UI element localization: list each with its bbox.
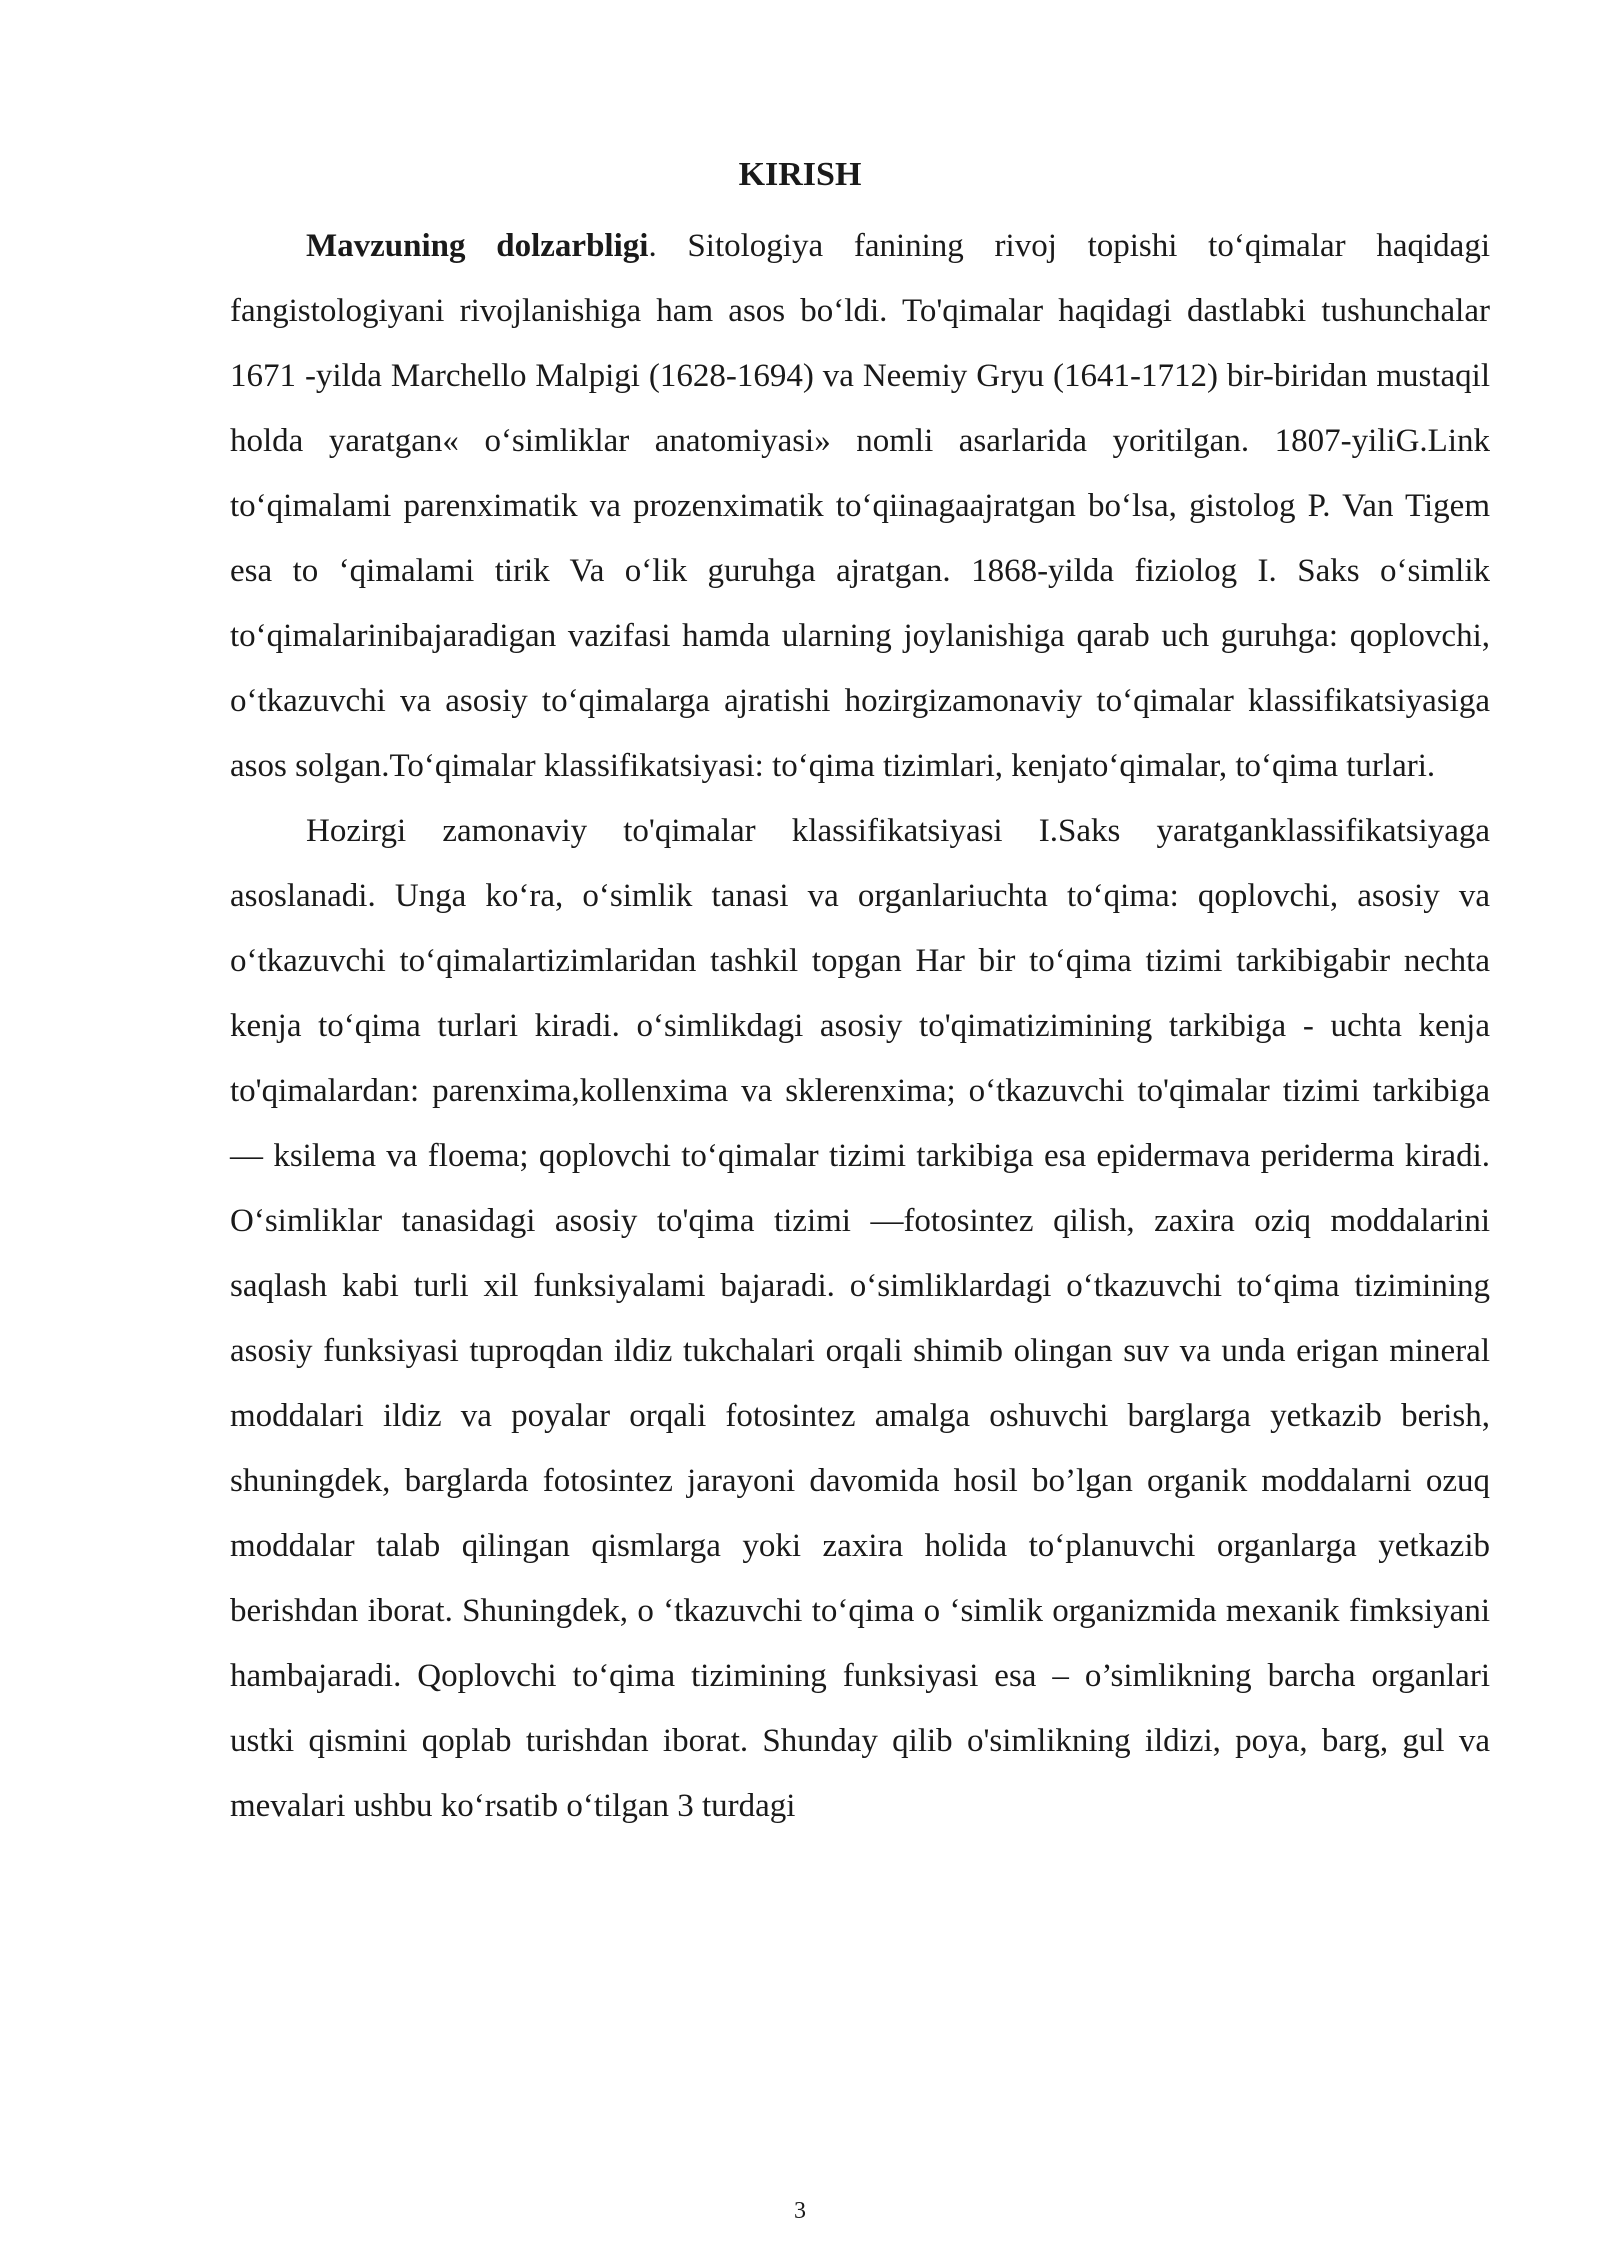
page-number: 3 xyxy=(794,2198,806,2224)
paragraph-1-lead: Mavzuning dolzarbligi xyxy=(306,228,649,264)
paragraph-2-text: Hozirgi zamonaviy to'qimalar klassifikatsiyasi I.Saks yaratganklassifikatsiyaga asoslanadi. Unga ko‘ra, o‘simlik tanasi va organlariuchta to‘qima: qoplovchi, asosiy va o‘tkazuvchi to‘qimalartizimlaridan tashkil topgan Har bir to‘qima tizimi tarkibigabir nechta kenja to‘qima turlari kiradi. o‘simlikdagi asosiy to'qimatizimining tarkibiga - uchta kenja to'qimalardan: parenxima,kollenxima va sklerenxima; o‘tkazuvchi to'qimalar tizimi tarkibiga — ksilema va floema; qoplovchi to‘qimalar tizimi tarkibiga esa epidermava periderma kiradi. O‘simliklar tanasidagi asosiy to'qima tizimi —fotosintez qilish, zaxira oziq moddalarini saqlash kabi turli xil funksiyalami bajaradi. o‘simliklardagi o‘tkazuvchi to‘qima tizimining asosiy funksiyasi tuproqdan ildiz tukchalari orqali shimib olingan suv va unda erigan mineral moddalari ildiz va poyalar orqali fotosintez amalga oshuvchi barglarga yetkazib berish, shuningdek, barglarda fotosintez jarayoni davomida hosil bo’lgan organik moddalarni ozuq moddalar talab qilingan qismlarga yoki zaxira holida to‘planuvchi organlarga yetkazib berishdan iborat. Shuningdek, o ‘tkazuvchi to‘qima o ‘simlik organizmida mexanik fimksiyani hambajaradi. Qoplovchi to‘qima tizimining funksiyasi esa – o’simlikning barcha organlari ustki qismini qoplab turishdan iborat. Shunday qilib o'simlikning ildizi, poya, barg, gul va mevalari ushbu ko‘rsatib o‘tilgan 3 turdagi xyxy=(230,813,1490,1824)
paragraph-2 xyxy=(230,799,1490,1839)
page-title: KIRISH xyxy=(738,156,862,193)
document-body xyxy=(230,214,1490,1839)
paragraph-1 xyxy=(230,214,1490,799)
paragraph-1-text: . Sitologiya fanining rivoj topishi to‘qimalar haqidagi fangistologiyani rivojlanishiga ham asos bo‘ldi. To'qimalar haqidagi dastlabki tushunchalar 1671 -yilda Marchello Malpigi (1628-1694) va Neemiy Gryu (1641-1712) bir-biridan mustaqil holda yaratgan« o‘simliklar anatomiyasi» nomli asarlarida yoritilgan. 1807-yiliG.Link to‘qimalami parenximatik va prozenximatik to‘qiinagaajratgan bo‘lsa, gistolog P. Van Tigem esa to ‘qimalami tirik Va o‘lik guruhga ajratgan. 1868-yilda fiziolog I. Saks o‘simlik to‘qimalarinibajaradigan vazifasi hamda ularning joylanishiga qarab uch guruhga: qoplovchi, o‘tkazuvchi va asosiy to‘qimalarga ajratishi hozirgizamonaviy to‘qimalar klassifikatsiyasiga asos solgan.To‘qimalar klassifikatsiyasi: to‘qima tizimlari, kenjato‘qimalar, to‘qima turlari. xyxy=(230,228,1490,784)
